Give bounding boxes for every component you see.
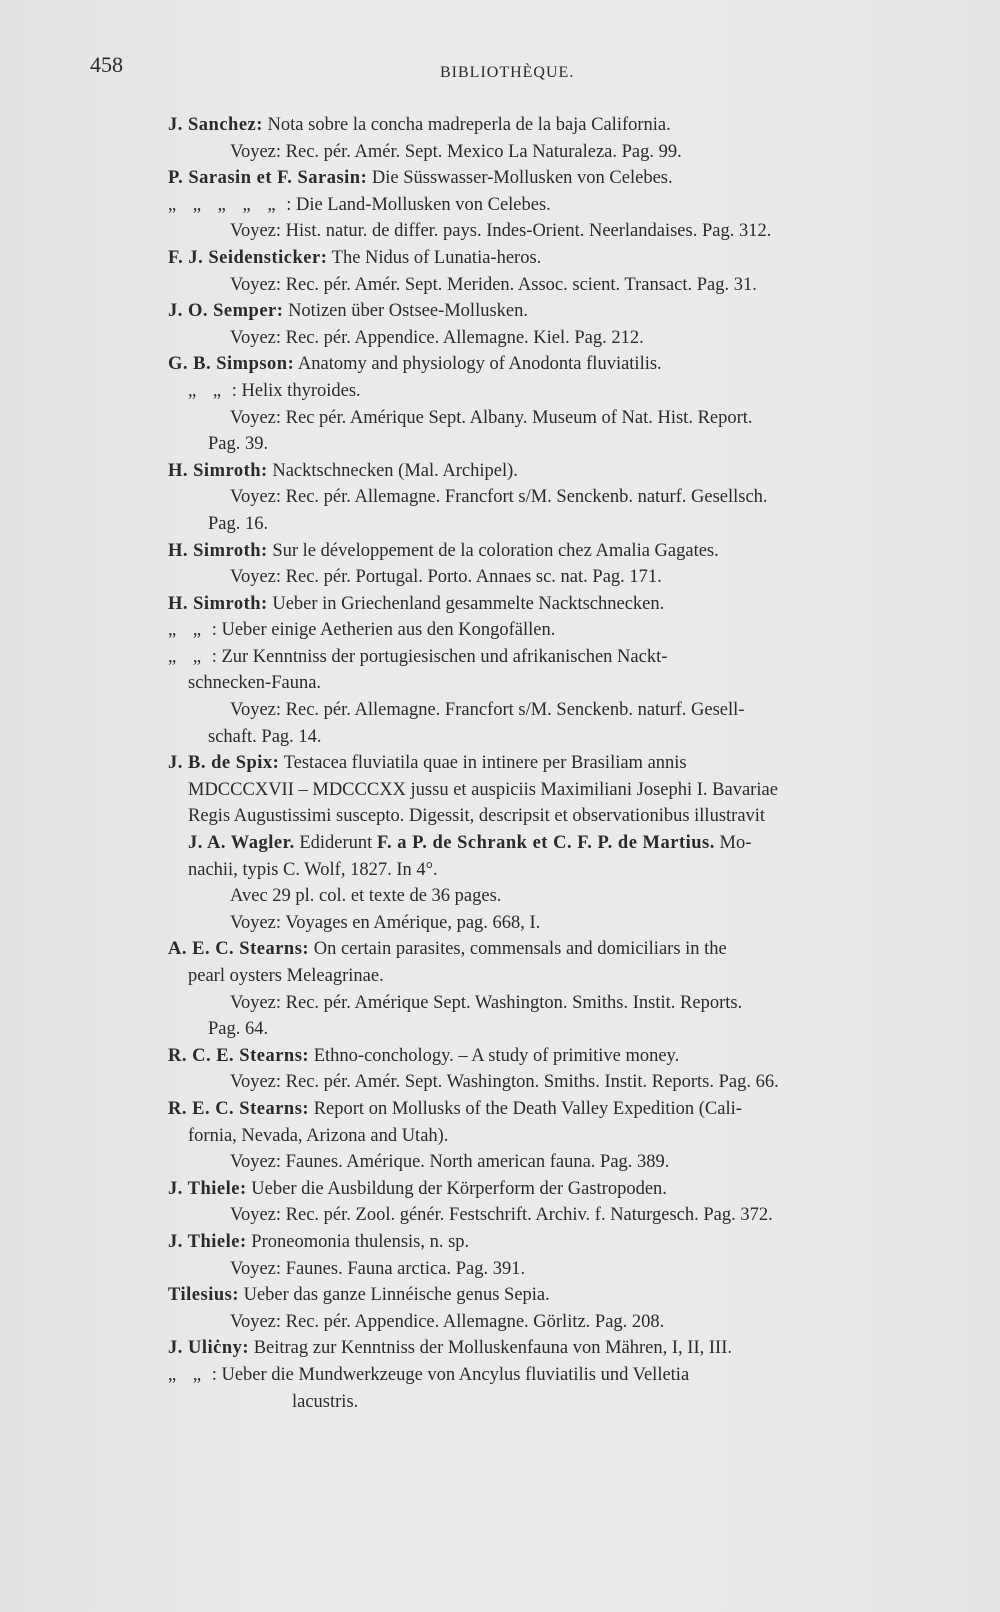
entry-author: Tilesius: (168, 1285, 239, 1306)
entry-title-continued: Mo- (719, 833, 752, 854)
entry-title: : Helix thyroides. (231, 380, 361, 401)
entry-semper (168, 298, 938, 351)
entry-voyez: Voyez: Rec. pér. Amérique Sept. Washington. Smiths. Instit. Reports. (230, 992, 743, 1013)
entry-page: Pag. 16. (208, 513, 269, 534)
entry-title: Anatomy and physiology of Anodonta fluviatilis. (297, 354, 662, 375)
entry-voyez: Voyez: Rec. pér. Appendice. Allemagne. Kiel. Pag. 212. (230, 327, 644, 348)
entry-author: J. O. Semper: (168, 301, 284, 322)
entry-thiele-2 (168, 1229, 938, 1282)
entry-title-continued: Regis Augustissimi suscepto. Digessit, descripsit et observationibus illustravit (188, 806, 766, 827)
entry-title: Nota sobre la concha madreperla de la baja California. (267, 115, 671, 135)
page-number: 458 (90, 52, 123, 77)
entry-simpson (168, 351, 938, 457)
entry-voyez: Voyez: Hist. natur. de differ. pays. Indes-Orient. Neerlandaises. Pag. 312. (230, 221, 772, 242)
entry-voyez: Voyez: Rec. pér. Zool. génér. Festschrift. Archiv. f. Naturgesch. Pag. 372. (230, 1205, 773, 1226)
entry-title-continued: fornia, Nevada, Arizona and Utah). (188, 1125, 449, 1146)
entry-voyez: Voyez: Faunes. Fauna arctica. Pag. 391. (230, 1258, 526, 1279)
entry-author: H. Simroth: (168, 540, 268, 561)
entry-author: P. Sarasin et F. Sarasin: (168, 168, 368, 189)
editor-name: J. A. Wagler. (188, 833, 295, 854)
entry-author: J. Uliċny: (168, 1338, 250, 1359)
entry-title: Proneomonia thulensis, n. sp. (251, 1231, 470, 1252)
entry-title: Notizen über Ostsee-Mollusken. (288, 301, 528, 322)
entry-page: schaft. Pag. 14. (208, 726, 322, 747)
entry-title-continued: nachii, typis C. Wolf, 1827. In 4°. (188, 859, 438, 880)
entry-author: J. Thiele: (168, 1178, 247, 1199)
entry-title-continued: Ediderunt (299, 833, 373, 854)
entry-title-continued: lacustris. (292, 1391, 359, 1412)
entry-title: Nacktschnecken (Mal. Archipel). (272, 460, 518, 481)
entry-simroth-2 (168, 538, 938, 591)
entry-thiele-1 (168, 1176, 938, 1229)
entry-title: Ueber das ganze Linnéische genus Sepia. (243, 1285, 550, 1306)
entry-stearns-1 (168, 936, 938, 1042)
entry-title: Beitrag zur Kenntniss der Molluskenfauna von Mähren, I, II, III. (253, 1338, 732, 1359)
entry-author: J. Thiele: (168, 1231, 247, 1252)
ditto-marks: „ „ „ „ „ (168, 194, 282, 215)
entry-page: Pag. 39. (208, 434, 269, 455)
entry-title: Sur le développement de la coloration chez Amalia Gagates. (272, 540, 719, 561)
entry-title: : Zur Kenntniss der portugiesischen und afrikanischen Nackt- (211, 646, 668, 667)
entry-ulicny (168, 1335, 938, 1415)
entry-author: H. Simroth: (168, 460, 268, 481)
entry-author: A. E. C. Stearns: (168, 939, 310, 960)
entry-title: Report on Mollusks of the Death Valley Expedition (Cali- (313, 1098, 742, 1119)
running-head: BIBLIOTHÈQUE. (440, 64, 575, 81)
bibliography-entries (168, 112, 938, 1415)
entry-title-continued: schnecken-Fauna. (188, 673, 322, 694)
entry-title: : Ueber die Mundwerkzeuge von Ancylus fluviatilis und Velletia (211, 1364, 690, 1385)
ditto-marks: „ „ (168, 620, 208, 641)
entry-voyez: Voyez: Rec. pér. Amér. Sept. Meriden. Assoc. scient. Transact. Pag. 31. (230, 274, 757, 295)
entry-page: Pag. 64. (208, 1019, 269, 1040)
entry-title: Ueber die Ausbildung der Körperform der Gastropoden. (251, 1178, 667, 1199)
entry-author: H. Simroth: (168, 593, 268, 614)
entry-tilesius (168, 1282, 938, 1335)
entry-voyez: Voyez: Rec pér. Amérique Sept. Albany. Museum of Nat. Hist. Report. (230, 407, 753, 428)
entry-author: F. J. Seidensticker: (168, 247, 328, 268)
entry-title: Ethno-conchology. – A study of primitive money. (313, 1045, 680, 1066)
ditto-marks: „ „ (168, 1364, 208, 1385)
entry-sanchez (168, 112, 938, 165)
entry-seidensticker (168, 245, 938, 298)
entry-voyez: Voyez: Rec. pér. Allemagne. Francfort s/M. Senckenb. naturf. Gesell- (230, 700, 745, 721)
entry-author: R. C. E. Stearns: (168, 1045, 310, 1066)
entry-sarasin (168, 165, 938, 245)
entry-voyez: Voyez: Rec. pér. Allemagne. Francfort s/M. Senckenb. naturf. Gesellsch. (230, 487, 768, 508)
entry-author: J. Sanchez: (168, 115, 263, 135)
editor-names: F. a P. de Schrank et C. F. P. de Martius. (376, 833, 715, 854)
entry-note: Avec 29 pl. col. et texte de 36 pages. (230, 886, 502, 907)
entry-voyez: Voyez: Faunes. Amérique. North american fauna. Pag. 389. (230, 1152, 670, 1173)
entry-voyez: Voyez: Rec. pér. Portugal. Porto. Annaes sc. nat. Pag. 171. (230, 567, 662, 588)
entry-stearns-2 (168, 1043, 938, 1096)
entry-author: G. B. Simpson: (168, 354, 295, 375)
entry-voyez: Voyez: Voyages en Amérique, pag. 668, I. (230, 912, 541, 933)
ditto-marks: „ „ (188, 380, 228, 401)
entry-simroth-1 (168, 458, 938, 538)
entry-spix (168, 750, 938, 936)
entry-title-continued: pearl oysters Meleagrinae. (188, 966, 384, 986)
entry-voyez: Voyez: Rec. pér. Amér. Sept. Washington. Smiths. Instit. Reports. Pag. 66. (230, 1072, 779, 1093)
entry-title: Die Süsswasser-Mollusken von Celebes. (371, 168, 673, 189)
entry-title-continued: MDCCCXVII – MDCCCXX jussu et auspiciis Maximiliani Josephi I. Bavariae (188, 779, 778, 800)
entry-title: Ueber in Griechenland gesammelte Nacktschnecken. (272, 593, 665, 614)
entry-title: The Nidus of Lunatia-heros. (331, 247, 542, 268)
entry-title: On certain parasites, commensals and domiciliars in the (313, 939, 727, 960)
entry-title: : Die Land-Mollusken von Celebes. (286, 194, 551, 215)
entry-voyez: Voyez: Rec. pér. Amér. Sept. Mexico La Naturaleza. Pag. 99. (230, 141, 682, 162)
entry-simroth-3 (168, 591, 938, 751)
entry-title: Testacea fluviatila quae in intinere per Brasiliam annis (283, 753, 687, 774)
entry-stearns-3 (168, 1096, 938, 1176)
entry-author: J. B. de Spix: (168, 753, 280, 774)
ditto-marks: „ „ (168, 646, 208, 667)
entry-author: R. E. C. Stearns: (168, 1098, 310, 1119)
entry-voyez: Voyez: Rec. pér. Appendice. Allemagne. Görlitz. Pag. 208. (230, 1311, 665, 1332)
entry-title: : Ueber einige Aetherien aus den Kongofällen. (211, 620, 556, 641)
